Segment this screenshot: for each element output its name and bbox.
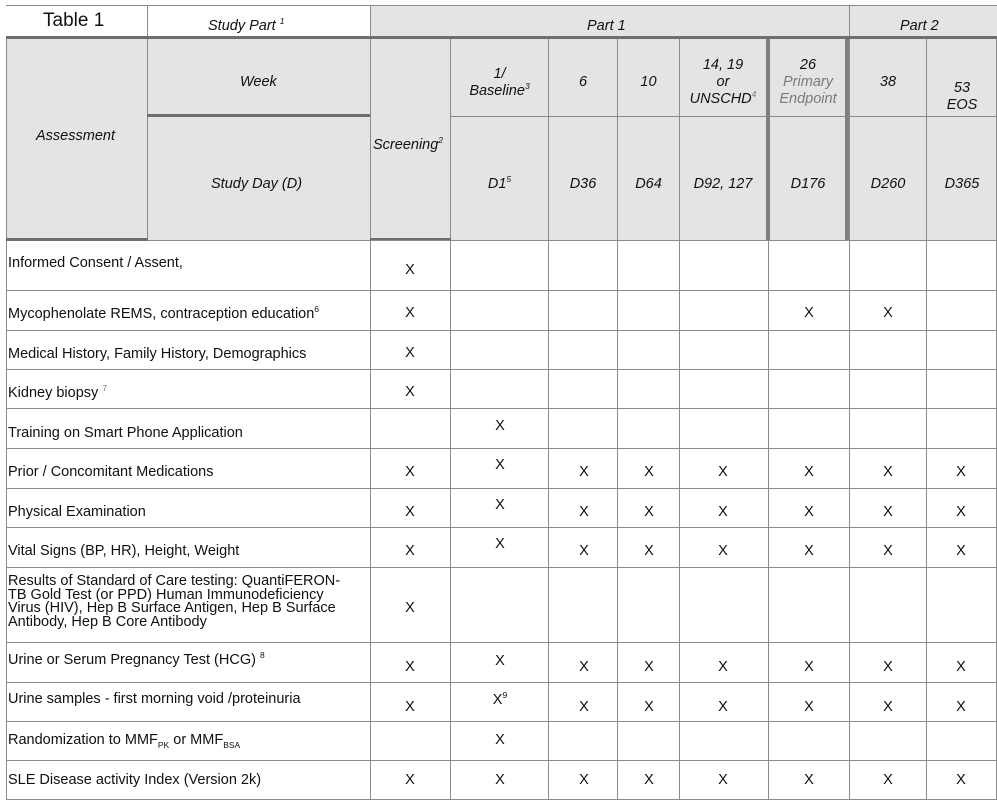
mark-x: X — [405, 384, 415, 400]
mark-x: X — [804, 699, 814, 715]
table-title: Table 1 — [43, 10, 105, 31]
mark-x: X — [883, 772, 893, 788]
mark-x: X — [644, 699, 654, 715]
row-label-randomization: Randomization to $MMF_{PK}$ or $MMF_{BSA}$ — [8, 732, 241, 750]
row-label-physical-examination: Physical Examination — [8, 504, 146, 520]
mark-x: X — [956, 504, 966, 520]
part-2-header: Part 2 — [900, 18, 939, 34]
week-38: 38 — [879, 74, 897, 90]
week-14-19-unschd: 14, 19 or UNSCHD$^4$ — [689, 57, 757, 107]
day-d64: D64 — [635, 176, 662, 192]
mark-x: X — [579, 543, 589, 559]
mark-x: X — [495, 772, 505, 788]
mark-x: X — [956, 464, 966, 480]
mark-x: X — [405, 504, 415, 520]
mark-x: X — [883, 699, 893, 715]
row-label-mycophenolate-rems: Mycophenolate REMS, contraception education$^6$ — [8, 304, 320, 322]
mark-x: X — [804, 504, 814, 520]
mark-x: X — [883, 305, 893, 321]
mark-x: X — [405, 305, 415, 321]
mark-x: X — [495, 497, 505, 513]
mark-x: X — [405, 464, 415, 480]
mark-x: X — [495, 536, 505, 552]
mark-x: X — [956, 543, 966, 559]
mark-x-with-note: $X^9$ — [492, 690, 508, 708]
mark-x: X — [405, 600, 415, 616]
week-header: Week — [240, 74, 277, 90]
mark-x: X — [405, 659, 415, 675]
mark-x: X — [405, 699, 415, 715]
day-d1: $D1^5$ — [487, 174, 512, 192]
part-1-header: Part 1 — [587, 18, 626, 34]
mark-x: X — [883, 504, 893, 520]
week-26-primary-endpoint: 26 Primary Endpoint — [779, 57, 837, 107]
row-label-pregnancy-test: Urine or Serum Pregnancy Test (HCG) $^8$ — [8, 650, 265, 668]
week-6: 6 — [578, 74, 588, 90]
day-d365: D365 — [944, 176, 980, 192]
mark-x: X — [579, 772, 589, 788]
row-label-medical-history: Medical History, Family History, Demographics — [8, 346, 307, 362]
row-label-vital-signs: Vital Signs (BP, HR), Height, Weight — [8, 543, 240, 559]
mark-x: X — [644, 659, 654, 675]
row-label-kidney-biopsy: Kidney biopsy $^7$ — [8, 383, 108, 401]
mark-x: X — [883, 659, 893, 675]
mark-x: X — [883, 464, 893, 480]
mark-x: X — [804, 772, 814, 788]
mark-x: X — [644, 504, 654, 520]
mark-x: X — [804, 305, 814, 321]
mark-x: X — [883, 543, 893, 559]
mark-x: X — [956, 659, 966, 675]
primary-endpoint-column — [769, 241, 849, 799]
study-day-header: Study Day (D) — [211, 176, 303, 192]
mark-x: X — [405, 543, 415, 559]
row-label-concomitant-medications: Prior / Concomitant Medications — [8, 464, 214, 480]
mark-x: X — [644, 543, 654, 559]
assessment-header: Assessment — [36, 128, 115, 144]
week-10: 10 — [640, 74, 657, 90]
mark-x: X — [718, 504, 728, 520]
row-label-sledai: SLE Disease activity Index (Version 2k) — [8, 772, 262, 788]
mark-x: X — [579, 464, 589, 480]
mark-x: X — [804, 543, 814, 559]
mark-x: X — [405, 262, 415, 278]
row-label-standard-of-care-testing: Results of Standard of Care testing: QuantiFERON- TB Gold Test (or PPD) Human Immunodeficiency Virus (HIV), Hep B Surface Antigen, Hep B Surface Antibody, Hep B Core Antibody — [8, 573, 341, 630]
mark-x: X — [579, 659, 589, 675]
mark-x: X — [804, 659, 814, 675]
screening-header: Screening$^2$ — [373, 135, 444, 153]
mark-x: X — [956, 772, 966, 788]
mark-x: X — [718, 659, 728, 675]
day-d92-127: D92, 127 — [693, 176, 753, 192]
row-label-training-smartphone: Training on Smart Phone Application — [8, 425, 243, 441]
mark-x: X — [579, 699, 589, 715]
mark-x: X — [495, 457, 505, 473]
mark-x: X — [579, 504, 589, 520]
mark-x: X — [495, 653, 505, 669]
study-part-header: Study Part $^1$ — [208, 16, 285, 34]
row-label-informed-consent: Informed Consent / Assent, — [8, 255, 183, 271]
mark-x: X — [495, 732, 505, 748]
mark-x: X — [495, 418, 505, 434]
mark-x: X — [718, 464, 728, 480]
mark-x: X — [804, 464, 814, 480]
mark-x: X — [718, 772, 728, 788]
week-53-eos: 53 EOS — [946, 80, 978, 113]
mark-x: X — [405, 345, 415, 361]
day-d36: D36 — [569, 176, 597, 192]
day-d176: D176 — [790, 176, 826, 192]
mark-x: X — [644, 464, 654, 480]
mark-x: X — [718, 543, 728, 559]
week-baseline: 1/ Baseline$^3$ — [469, 66, 530, 99]
mark-x: X — [956, 699, 966, 715]
row-label-urine-samples: Urine samples - first morning void /proteinuria — [8, 691, 301, 707]
mark-x: X — [644, 772, 654, 788]
mark-x: X — [718, 699, 728, 715]
day-d260: D260 — [870, 176, 906, 192]
mark-x: X — [405, 772, 415, 788]
